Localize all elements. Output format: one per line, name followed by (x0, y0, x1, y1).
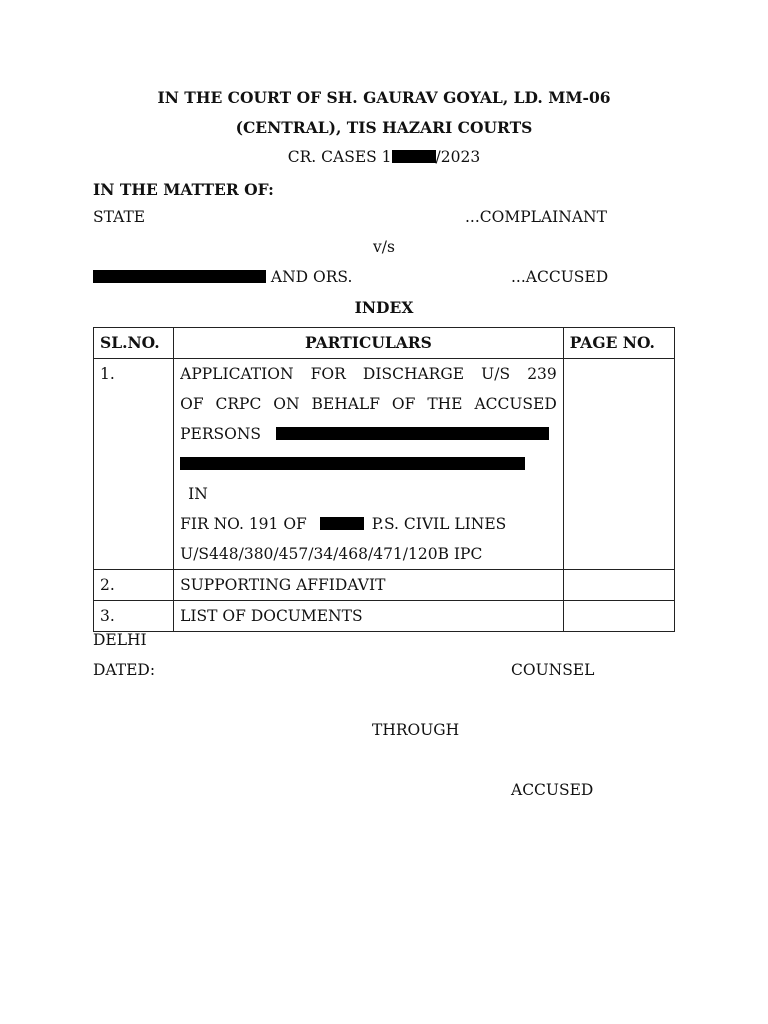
particulars-line (180, 419, 557, 449)
row-page-no (563, 570, 674, 601)
redaction-bar (93, 270, 266, 283)
particulars-line (180, 449, 557, 509)
row-particulars: SUPPORTING AFFIDAVIT (174, 570, 564, 601)
index-title: INDEX (354, 298, 414, 317)
row-page-no (563, 601, 674, 632)
case-number-prefix: CR. CASES 1 (287, 148, 392, 166)
header-page-no: PAGE NO. (563, 328, 674, 359)
particulars-line: U/S448/380/457/34/468/471/120B IPC (180, 545, 483, 563)
row-slno: 3. (94, 601, 174, 632)
case-number-suffix: /2023 (435, 148, 481, 166)
court-title-line1: IN THE COURT OF SH. GAURAV GOYAL, LD. MM-06 (157, 88, 611, 107)
through-label: THROUGH (372, 721, 460, 739)
redaction-bar (180, 457, 525, 470)
persons-label: PERSONS (180, 425, 262, 443)
accused-signature-label: ACCUSED (511, 781, 594, 799)
particulars-line: APPLICATION FOR DISCHARGE U/S 239 (180, 365, 557, 383)
table-row (94, 570, 675, 601)
header-particulars: PARTICULARS (174, 328, 564, 359)
row-particulars (174, 359, 564, 570)
row-slno: 2. (94, 570, 174, 601)
row-slno: 1. (94, 359, 174, 570)
table-header-row (94, 328, 675, 359)
index-table (93, 327, 675, 632)
table-row (94, 359, 675, 570)
party-accused (93, 268, 352, 286)
particulars-line: OF CRPC ON BEHALF OF THE ACCUSED (180, 395, 557, 413)
matter-heading: IN THE MATTER OF: (93, 180, 274, 199)
place-label: DELHI (93, 631, 147, 649)
party-accused-suffix: AND ORS. (266, 268, 353, 286)
in-label: IN (188, 485, 208, 503)
court-title-line2: (CENTRAL), TIS HAZARI COURTS (235, 118, 533, 137)
header-slno: SL.NO. (94, 328, 174, 359)
versus-label: v/s (373, 238, 395, 256)
particulars-line (180, 509, 557, 539)
redaction-bar (320, 517, 364, 530)
accused-label: ...ACCUSED (511, 268, 609, 286)
redaction-bar (276, 427, 549, 440)
redaction-bar (392, 150, 436, 163)
complainant-label: ...COMPLAINANT (465, 208, 607, 226)
party-state: STATE (93, 208, 146, 226)
counsel-label: COUNSEL (511, 661, 595, 679)
dated-label: DATED: (93, 661, 156, 679)
table-row (94, 601, 675, 632)
fir-label: FIR NO. 191 OF (180, 515, 307, 533)
case-number (0, 148, 768, 166)
police-station-label: P.S. CIVIL LINES (371, 515, 507, 533)
row-page-no (563, 359, 674, 570)
row-particulars: LIST OF DOCUMENTS (174, 601, 564, 632)
